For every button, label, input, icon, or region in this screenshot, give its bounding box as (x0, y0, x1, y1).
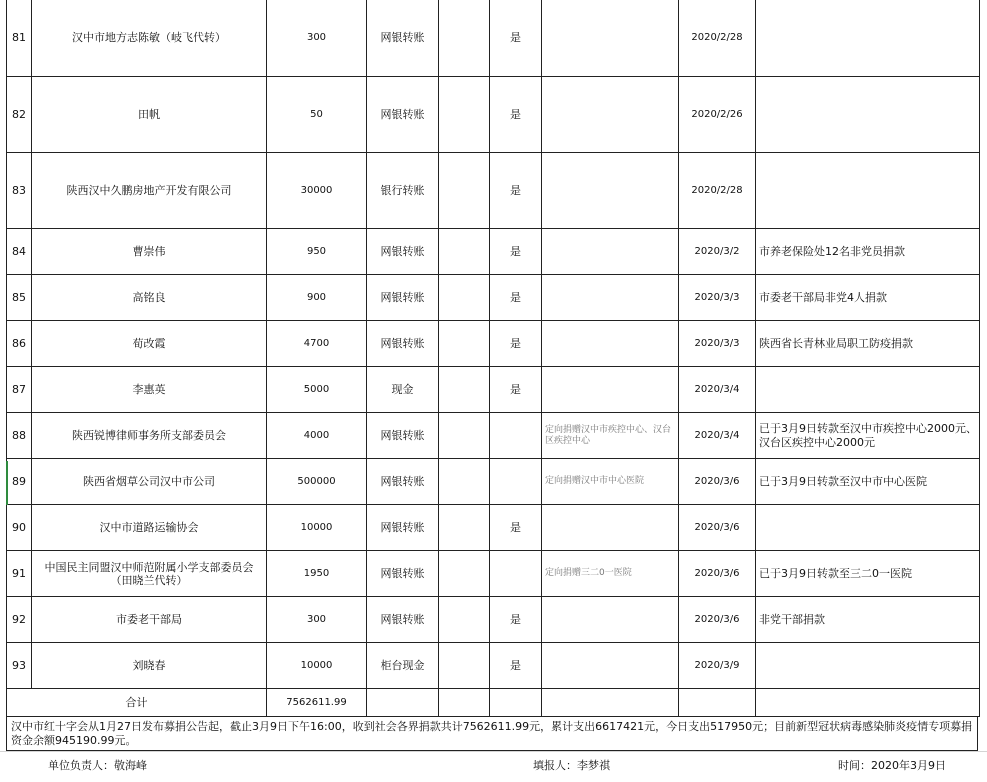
non-directed-flag[interactable]: 是 (490, 367, 542, 413)
row-number[interactable]: 84 (7, 229, 32, 275)
empty-cell[interactable] (756, 689, 980, 717)
active-row-marker (6, 461, 8, 505)
row-number[interactable]: 90 (7, 505, 32, 551)
empty-cell[interactable] (439, 551, 490, 597)
donation-date[interactable]: 2020/3/3 (679, 275, 756, 321)
total-row (7, 689, 980, 717)
non-directed-flag[interactable]: 是 (490, 153, 542, 229)
donor-name[interactable]: 陕西省烟草公司汉中市公司 (32, 459, 267, 505)
remarks[interactable]: 已于3月9日转款至三二0一医院 (756, 551, 980, 597)
donor-name[interactable]: 市委老干部局 (32, 597, 267, 643)
report-time-label: 时间：2020年3月9日 (838, 759, 946, 772)
donation-direction[interactable] (542, 367, 679, 413)
donation-amount[interactable]: 50 (267, 77, 367, 153)
donation-direction[interactable] (542, 153, 679, 229)
payment-method[interactable]: 网银转账 (367, 0, 439, 77)
table-row (7, 0, 980, 77)
donor-name[interactable]: 汉中市道路运输协会 (32, 505, 267, 551)
donation-amount[interactable]: 10000 (267, 643, 367, 689)
donor-name[interactable]: 中国民主同盟汉中师范附属小学支部委员会（田晓兰代转） (32, 551, 267, 597)
non-directed-flag[interactable] (490, 459, 542, 505)
donor-name[interactable]: 汉中市地方志陈敏（岐飞代转） (32, 0, 267, 77)
table-row (7, 551, 980, 597)
donation-direction[interactable] (542, 275, 679, 321)
empty-cell[interactable] (439, 413, 490, 459)
row-number[interactable]: 82 (7, 77, 32, 153)
donation-direction[interactable] (542, 77, 679, 153)
donation-direction[interactable] (542, 321, 679, 367)
payment-method[interactable]: 网银转账 (367, 229, 439, 275)
donation-date[interactable]: 2020/3/6 (679, 459, 756, 505)
row-number[interactable]: 83 (7, 153, 32, 229)
donation-direction[interactable]: 定向捐赠汉中市疾控中心、汉台区疾控中心 (542, 413, 679, 459)
donation-date[interactable]: 2020/3/4 (679, 413, 756, 459)
donation-amount[interactable]: 4700 (267, 321, 367, 367)
donation-date[interactable]: 2020/2/28 (679, 0, 756, 77)
donation-date[interactable]: 2020/3/6 (679, 505, 756, 551)
donor-name[interactable]: 陕西锐博律师事务所支部委员会 (32, 413, 267, 459)
table-row (7, 275, 980, 321)
row-number[interactable]: 87 (7, 367, 32, 413)
total-amount[interactable]: 7562611.99 (267, 689, 367, 717)
non-directed-flag[interactable]: 是 (490, 597, 542, 643)
empty-cell[interactable] (439, 77, 490, 153)
remarks[interactable]: 已于3月9日转款至汉中市疾控中心2000元、汉台区疾控中心2000元 (756, 413, 980, 459)
donation-date[interactable]: 2020/3/2 (679, 229, 756, 275)
donation-amount[interactable]: 10000 (267, 505, 367, 551)
empty-cell[interactable] (542, 689, 679, 717)
payment-method[interactable]: 网银转账 (367, 275, 439, 321)
donation-date[interactable]: 2020/3/9 (679, 643, 756, 689)
empty-cell[interactable] (367, 689, 439, 717)
donation-amount[interactable]: 5000 (267, 367, 367, 413)
table-row (7, 413, 980, 459)
table-row (7, 229, 980, 275)
remarks[interactable]: 非党干部捐款 (756, 597, 980, 643)
remarks[interactable] (756, 367, 980, 413)
non-directed-flag[interactable]: 是 (490, 0, 542, 77)
non-directed-flag[interactable]: 是 (490, 321, 542, 367)
donation-direction[interactable]: 定向捐赠汉中市中心医院 (542, 459, 679, 505)
donation-direction[interactable]: 定向捐赠三二0一医院 (542, 551, 679, 597)
table-row (7, 153, 980, 229)
non-directed-flag[interactable]: 是 (490, 505, 542, 551)
donation-amount[interactable]: 900 (267, 275, 367, 321)
payment-method[interactable]: 柜台现金 (367, 643, 439, 689)
non-directed-flag[interactable] (490, 413, 542, 459)
donation-date[interactable]: 2020/3/3 (679, 321, 756, 367)
row-number[interactable]: 92 (7, 597, 32, 643)
donation-direction[interactable] (542, 643, 679, 689)
donation-date[interactable]: 2020/2/28 (679, 153, 756, 229)
empty-cell[interactable] (439, 505, 490, 551)
total-label[interactable]: 合计 (7, 689, 267, 717)
non-directed-flag[interactable]: 是 (490, 229, 542, 275)
row-number[interactable]: 81 (7, 0, 32, 77)
table-row (7, 597, 980, 643)
non-directed-flag[interactable] (490, 551, 542, 597)
table-row (7, 459, 980, 505)
empty-cell[interactable] (439, 459, 490, 505)
empty-cell[interactable] (439, 275, 490, 321)
donor-name[interactable]: 田帆 (32, 77, 267, 153)
donation-amount[interactable]: 4000 (267, 413, 367, 459)
donor-name[interactable]: 刘晓春 (32, 643, 267, 689)
row-number[interactable]: 86 (7, 321, 32, 367)
empty-cell[interactable] (439, 0, 490, 77)
donation-amount[interactable]: 500000 (267, 459, 367, 505)
payment-method[interactable]: 网银转账 (367, 459, 439, 505)
donor-name[interactable]: 曹崇伟 (32, 229, 267, 275)
payment-method[interactable]: 银行转账 (367, 153, 439, 229)
non-directed-flag[interactable]: 是 (490, 275, 542, 321)
payment-method[interactable]: 网银转账 (367, 551, 439, 597)
empty-cell[interactable] (439, 229, 490, 275)
remarks[interactable] (756, 77, 980, 153)
payment-method[interactable]: 网银转账 (367, 505, 439, 551)
donor-name[interactable]: 高铭良 (32, 275, 267, 321)
empty-cell[interactable] (490, 689, 542, 717)
donation-date[interactable]: 2020/3/6 (679, 551, 756, 597)
payment-method[interactable]: 网银转账 (367, 597, 439, 643)
empty-cell[interactable] (439, 321, 490, 367)
empty-cell[interactable] (439, 643, 490, 689)
non-directed-flag[interactable]: 是 (490, 643, 542, 689)
remarks[interactable] (756, 0, 980, 77)
payment-method[interactable]: 网银转账 (367, 413, 439, 459)
empty-cell[interactable] (439, 153, 490, 229)
donation-amount[interactable]: 30000 (267, 153, 367, 229)
donation-date[interactable]: 2020/3/4 (679, 367, 756, 413)
donor-name[interactable]: 陕西汉中久鹏房地产开发有限公司 (32, 153, 267, 229)
donation-amount[interactable]: 1950 (267, 551, 367, 597)
remarks[interactable] (756, 153, 980, 229)
remarks[interactable]: 市养老保险处12名非党员捐款 (756, 229, 980, 275)
table-row (7, 77, 980, 153)
table-row (7, 643, 980, 689)
row-number[interactable]: 93 (7, 643, 32, 689)
row-number[interactable]: 85 (7, 275, 32, 321)
donation-direction[interactable] (542, 505, 679, 551)
donor-name[interactable]: 荀改霞 (32, 321, 267, 367)
payment-method[interactable]: 网银转账 (367, 321, 439, 367)
remarks[interactable] (756, 643, 980, 689)
table-row (7, 367, 980, 413)
donation-amount[interactable]: 950 (267, 229, 367, 275)
reporter-label: 填报人：李梦祺 (533, 759, 610, 772)
row-number[interactable]: 91 (7, 551, 32, 597)
payment-method[interactable]: 网银转账 (367, 77, 439, 153)
donation-date[interactable]: 2020/2/26 (679, 77, 756, 153)
empty-cell[interactable] (439, 597, 490, 643)
remarks[interactable]: 陕西省长青林业局职工防疫捐款 (756, 321, 980, 367)
table-row (7, 505, 980, 551)
donation-amount[interactable]: 300 (267, 0, 367, 77)
donation-direction[interactable] (542, 229, 679, 275)
donation-date[interactable]: 2020/3/6 (679, 597, 756, 643)
remarks[interactable] (756, 505, 980, 551)
remarks[interactable]: 市委老干部局非党4人捐款 (756, 275, 980, 321)
payment-method[interactable]: 现金 (367, 367, 439, 413)
table-row (7, 321, 980, 367)
non-directed-flag[interactable]: 是 (490, 77, 542, 153)
empty-cell[interactable] (439, 367, 490, 413)
unit-head-label: 单位负责人：敬海峰 (48, 759, 147, 772)
row-number[interactable]: 88 (7, 413, 32, 459)
donation-table (6, 0, 980, 717)
donation-amount[interactable]: 300 (267, 597, 367, 643)
empty-cell[interactable] (439, 689, 490, 717)
donation-direction[interactable] (542, 597, 679, 643)
row-number[interactable]: 89 (7, 459, 32, 505)
empty-cell[interactable] (679, 689, 756, 717)
donor-name[interactable]: 李惠英 (32, 367, 267, 413)
summary-note: 汉中市红十字会从1月27日发布募捐公告起，截止3月9日下午16:00，收到社会各界捐款共计7562611.99元，累计支出6617421元，今日支出517950元；目前新型冠状病毒感染肺炎疫情专项募捐资金余额945190.99元。 (6, 717, 978, 751)
donation-direction[interactable] (542, 0, 679, 77)
remarks[interactable]: 已于3月9日转款至汉中市中心医院 (756, 459, 980, 505)
